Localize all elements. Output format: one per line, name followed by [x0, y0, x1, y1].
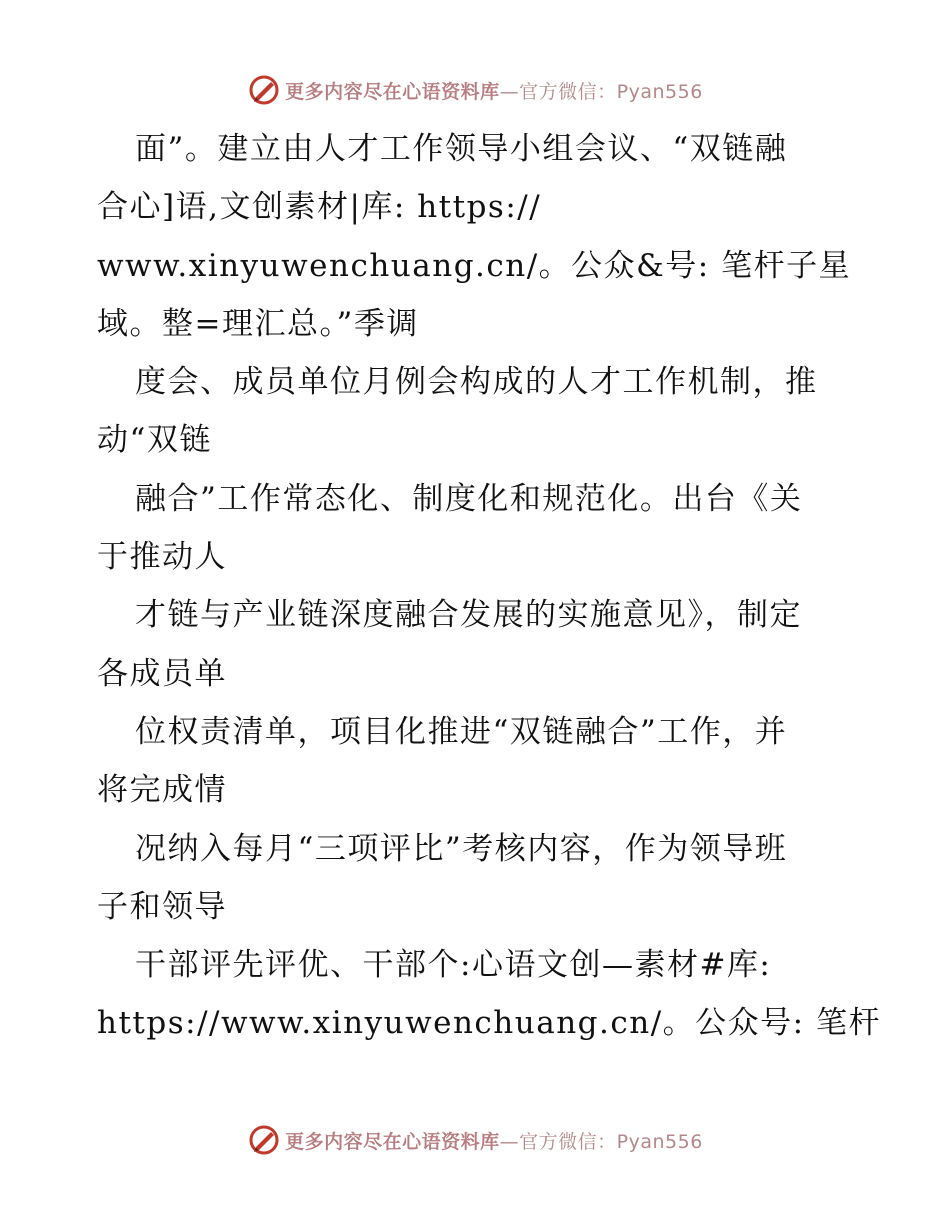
footer-watermark-text: 更多内容尽在心语资料库—官方微信：Pyan556	[285, 1130, 703, 1153]
paragraph-line: 位权责清单，项目化推进“双链融合”工作，并	[135, 713, 788, 750]
paragraph-line: www.xinyuwenchuang.cn/。公众&号: 笔杆子星	[97, 247, 852, 284]
paragraph-line: 才链与产业链深度融合发展的实施意见》，制定	[135, 597, 802, 634]
paragraph-line: 况纳入每月“三项评比”考核内容，作为领导班	[135, 830, 788, 867]
header-watermark-text: 更多内容尽在心语资料库—官方微信：Pyan556	[285, 80, 703, 103]
pen-logo-icon	[247, 73, 281, 107]
paragraph-line: 融合”工作常态化、制度化和规范化。出台《关	[135, 480, 803, 517]
paragraph-line: 于推动人	[97, 539, 227, 576]
paragraph-line: 将完成情	[97, 772, 227, 809]
paragraph-line: 合心]语,文创素材|库: https://	[97, 189, 542, 226]
paragraph-line: 动“双链	[97, 422, 212, 459]
paragraph-line: https://www.xinyuwenchuang.cn/。公众号: 笔杆	[97, 1005, 881, 1042]
pen-logo-icon	[247, 1123, 281, 1157]
paragraph-line: 子和领导	[97, 888, 227, 925]
paragraph-line: 域。整=理汇总。”季调	[97, 305, 419, 342]
footer-watermark-banner	[0, 1120, 950, 1160]
paragraph-line: 干部评先评优、干部个:心语文创—素材#库:	[135, 947, 772, 984]
document-body	[97, 120, 881, 1053]
header-watermark-banner	[0, 70, 950, 110]
paragraph-line: 面”。建立由人才工作领导小组会议、“双链融	[135, 131, 788, 167]
paragraph-line: 度会、成员单位月例会构成的人才工作机制，推	[135, 364, 818, 401]
paragraph-line: 各成员单	[97, 655, 227, 692]
